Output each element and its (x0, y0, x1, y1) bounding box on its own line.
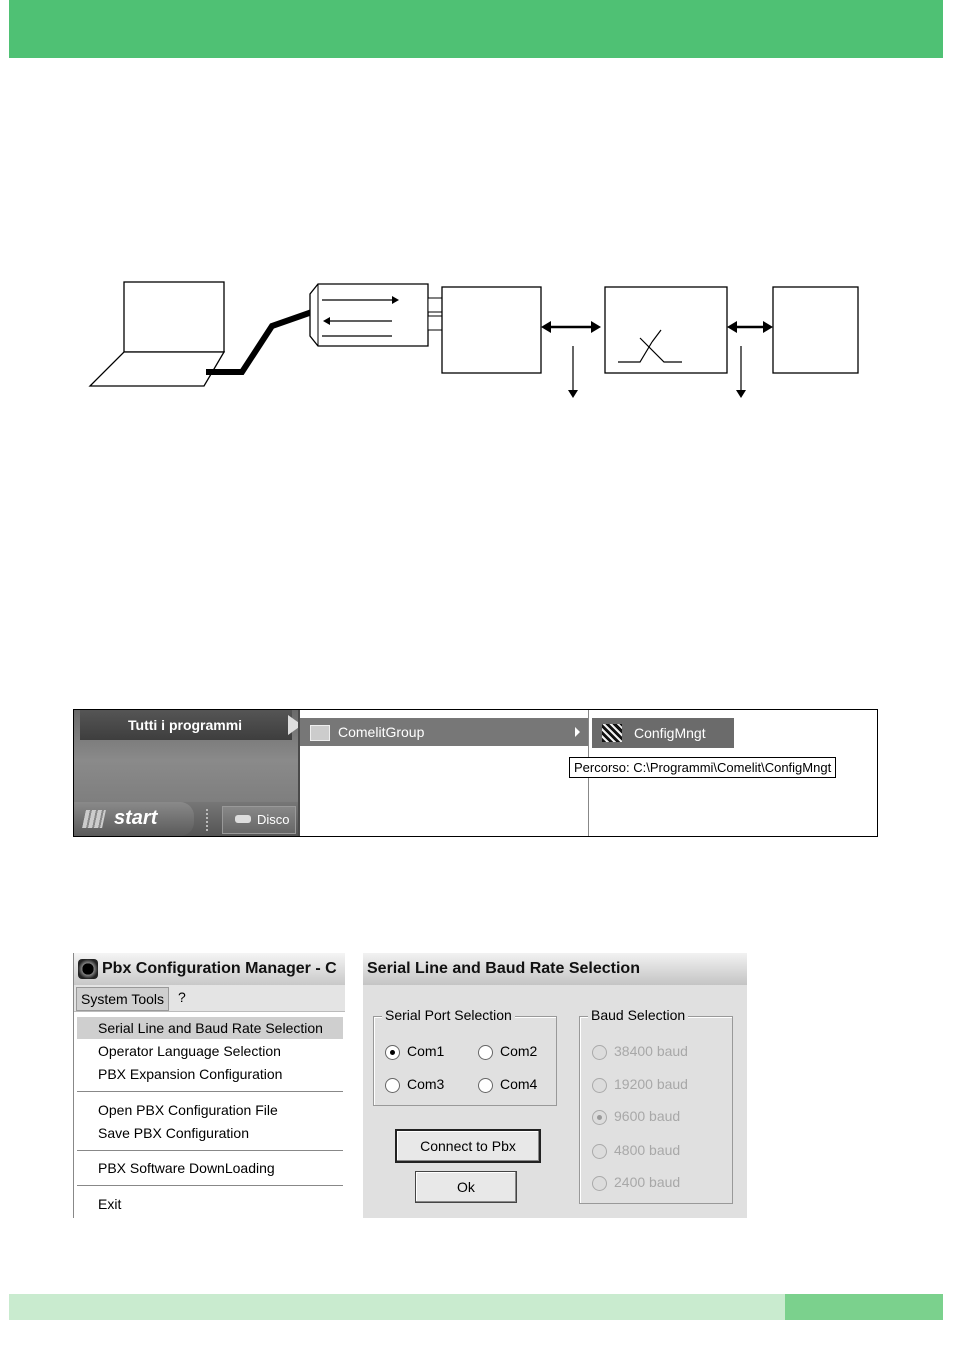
menu-separator (77, 1150, 343, 1151)
path-tooltip: Percorso: C:\Programmi\Comelit\ConfigMngt (569, 757, 836, 778)
radio-button (478, 1045, 493, 1060)
radio-label: Com1 (407, 1043, 445, 1059)
serial-port-group (373, 1007, 557, 1106)
radio-button (592, 1144, 607, 1159)
radio-button (592, 1176, 607, 1191)
taskbar-item-label: Disco (257, 812, 290, 827)
footer-band-dark (785, 1294, 943, 1320)
serial-adapter-icon (310, 284, 442, 346)
group-label: Serial Port Selection (382, 1007, 515, 1023)
menu-item-serial-line[interactable] (77, 1017, 343, 1039)
radio-label: Com2 (500, 1043, 538, 1059)
device-box-2 (605, 287, 727, 373)
menu-separator (77, 1091, 343, 1092)
radio-button (592, 1045, 607, 1060)
connect-to-pbx-button[interactable]: Connect to Pbx (395, 1129, 541, 1163)
taskbar-grip[interactable] (206, 809, 212, 831)
radio-label: 38400 baud (614, 1043, 688, 1059)
disk-icon (235, 815, 251, 823)
menu-item-label: Serial Line and Baud Rate Selection (98, 1020, 323, 1036)
radio-label: Com4 (500, 1076, 538, 1092)
dialog-title: Serial Line and Baud Rate Selection (367, 960, 640, 977)
configmngt-app-icon (602, 724, 622, 742)
all-programs-label: Tutti i programmi (128, 717, 243, 733)
menu-item-operator-language[interactable] (77, 1040, 343, 1062)
all-programs-item[interactable] (80, 710, 292, 740)
radio-button (385, 1045, 400, 1060)
pbx-manager-window (73, 953, 345, 1218)
footer-band-light (9, 1294, 785, 1320)
group-label: Baud Selection (588, 1007, 688, 1023)
device-box-3 (773, 287, 858, 373)
radio-dot (390, 1050, 395, 1055)
radio-button (478, 1078, 493, 1093)
radio-button (592, 1110, 607, 1125)
dialog-titlebar (363, 953, 747, 985)
radio-label: 19200 baud (614, 1076, 688, 1092)
header-band (9, 0, 943, 58)
window-titlebar (74, 953, 345, 985)
app-icon (78, 959, 98, 979)
programs-submenu (300, 710, 588, 836)
radio-label: 9600 baud (614, 1108, 681, 1124)
menu-item-software-download[interactable] (77, 1157, 343, 1179)
ok-button[interactable]: Ok (415, 1171, 517, 1203)
menu-item-configmngt[interactable] (592, 718, 734, 748)
double-arrow-2 (727, 321, 773, 333)
double-arrow-1 (541, 321, 601, 333)
down-arrow-1 (568, 346, 578, 398)
serial-baud-dialog (363, 953, 747, 1218)
radio-button (592, 1078, 607, 1093)
start-button[interactable] (74, 802, 194, 836)
menubar (74, 985, 345, 1012)
menu-item-label: Save PBX Configuration (98, 1125, 249, 1141)
menu-item-label: ConfigMngt (634, 725, 706, 741)
start-menu-screenshot (73, 709, 878, 837)
menu-item-comelitgroup[interactable] (300, 718, 588, 746)
radio-label: 4800 baud (614, 1142, 681, 1158)
menu-item-open-config[interactable] (77, 1099, 343, 1121)
radio-label: Com3 (407, 1076, 445, 1092)
radio-label: 2400 baud (614, 1174, 681, 1190)
menu-item-exit[interactable] (77, 1193, 343, 1215)
radio-dot (597, 1115, 602, 1120)
menu-item-save-config[interactable] (77, 1122, 343, 1144)
menu-item-label: ComelitGroup (338, 724, 425, 740)
window-title: Pbx Configuration Manager - C (102, 960, 337, 977)
menu-item-label: PBX Expansion Configuration (98, 1066, 283, 1082)
start-label: start (114, 807, 158, 829)
laptop-icon (90, 282, 224, 386)
submenu-arrow-icon (575, 727, 580, 737)
down-arrow-2 (736, 346, 746, 398)
baud-rate-group (579, 1007, 733, 1204)
menu-item-label: Open PBX Configuration File (98, 1102, 278, 1118)
program-folder-icon (310, 725, 330, 741)
device-box-1 (442, 287, 541, 373)
menu-item-label: Exit (98, 1196, 122, 1212)
menu-item-label: Operator Language Selection (98, 1043, 281, 1059)
menu-item-expansion-config[interactable] (77, 1063, 343, 1085)
menu-separator (77, 1185, 343, 1186)
windows-flag-icon (82, 810, 106, 828)
menu-help[interactable]: ? (178, 989, 186, 1005)
taskbar-item-disco[interactable] (222, 806, 296, 834)
connection-diagram (0, 270, 953, 410)
menu-item-label: PBX Software DownLoading (98, 1160, 275, 1176)
radio-button (385, 1078, 400, 1093)
menu-system-tools[interactable]: System Tools (76, 987, 169, 1011)
